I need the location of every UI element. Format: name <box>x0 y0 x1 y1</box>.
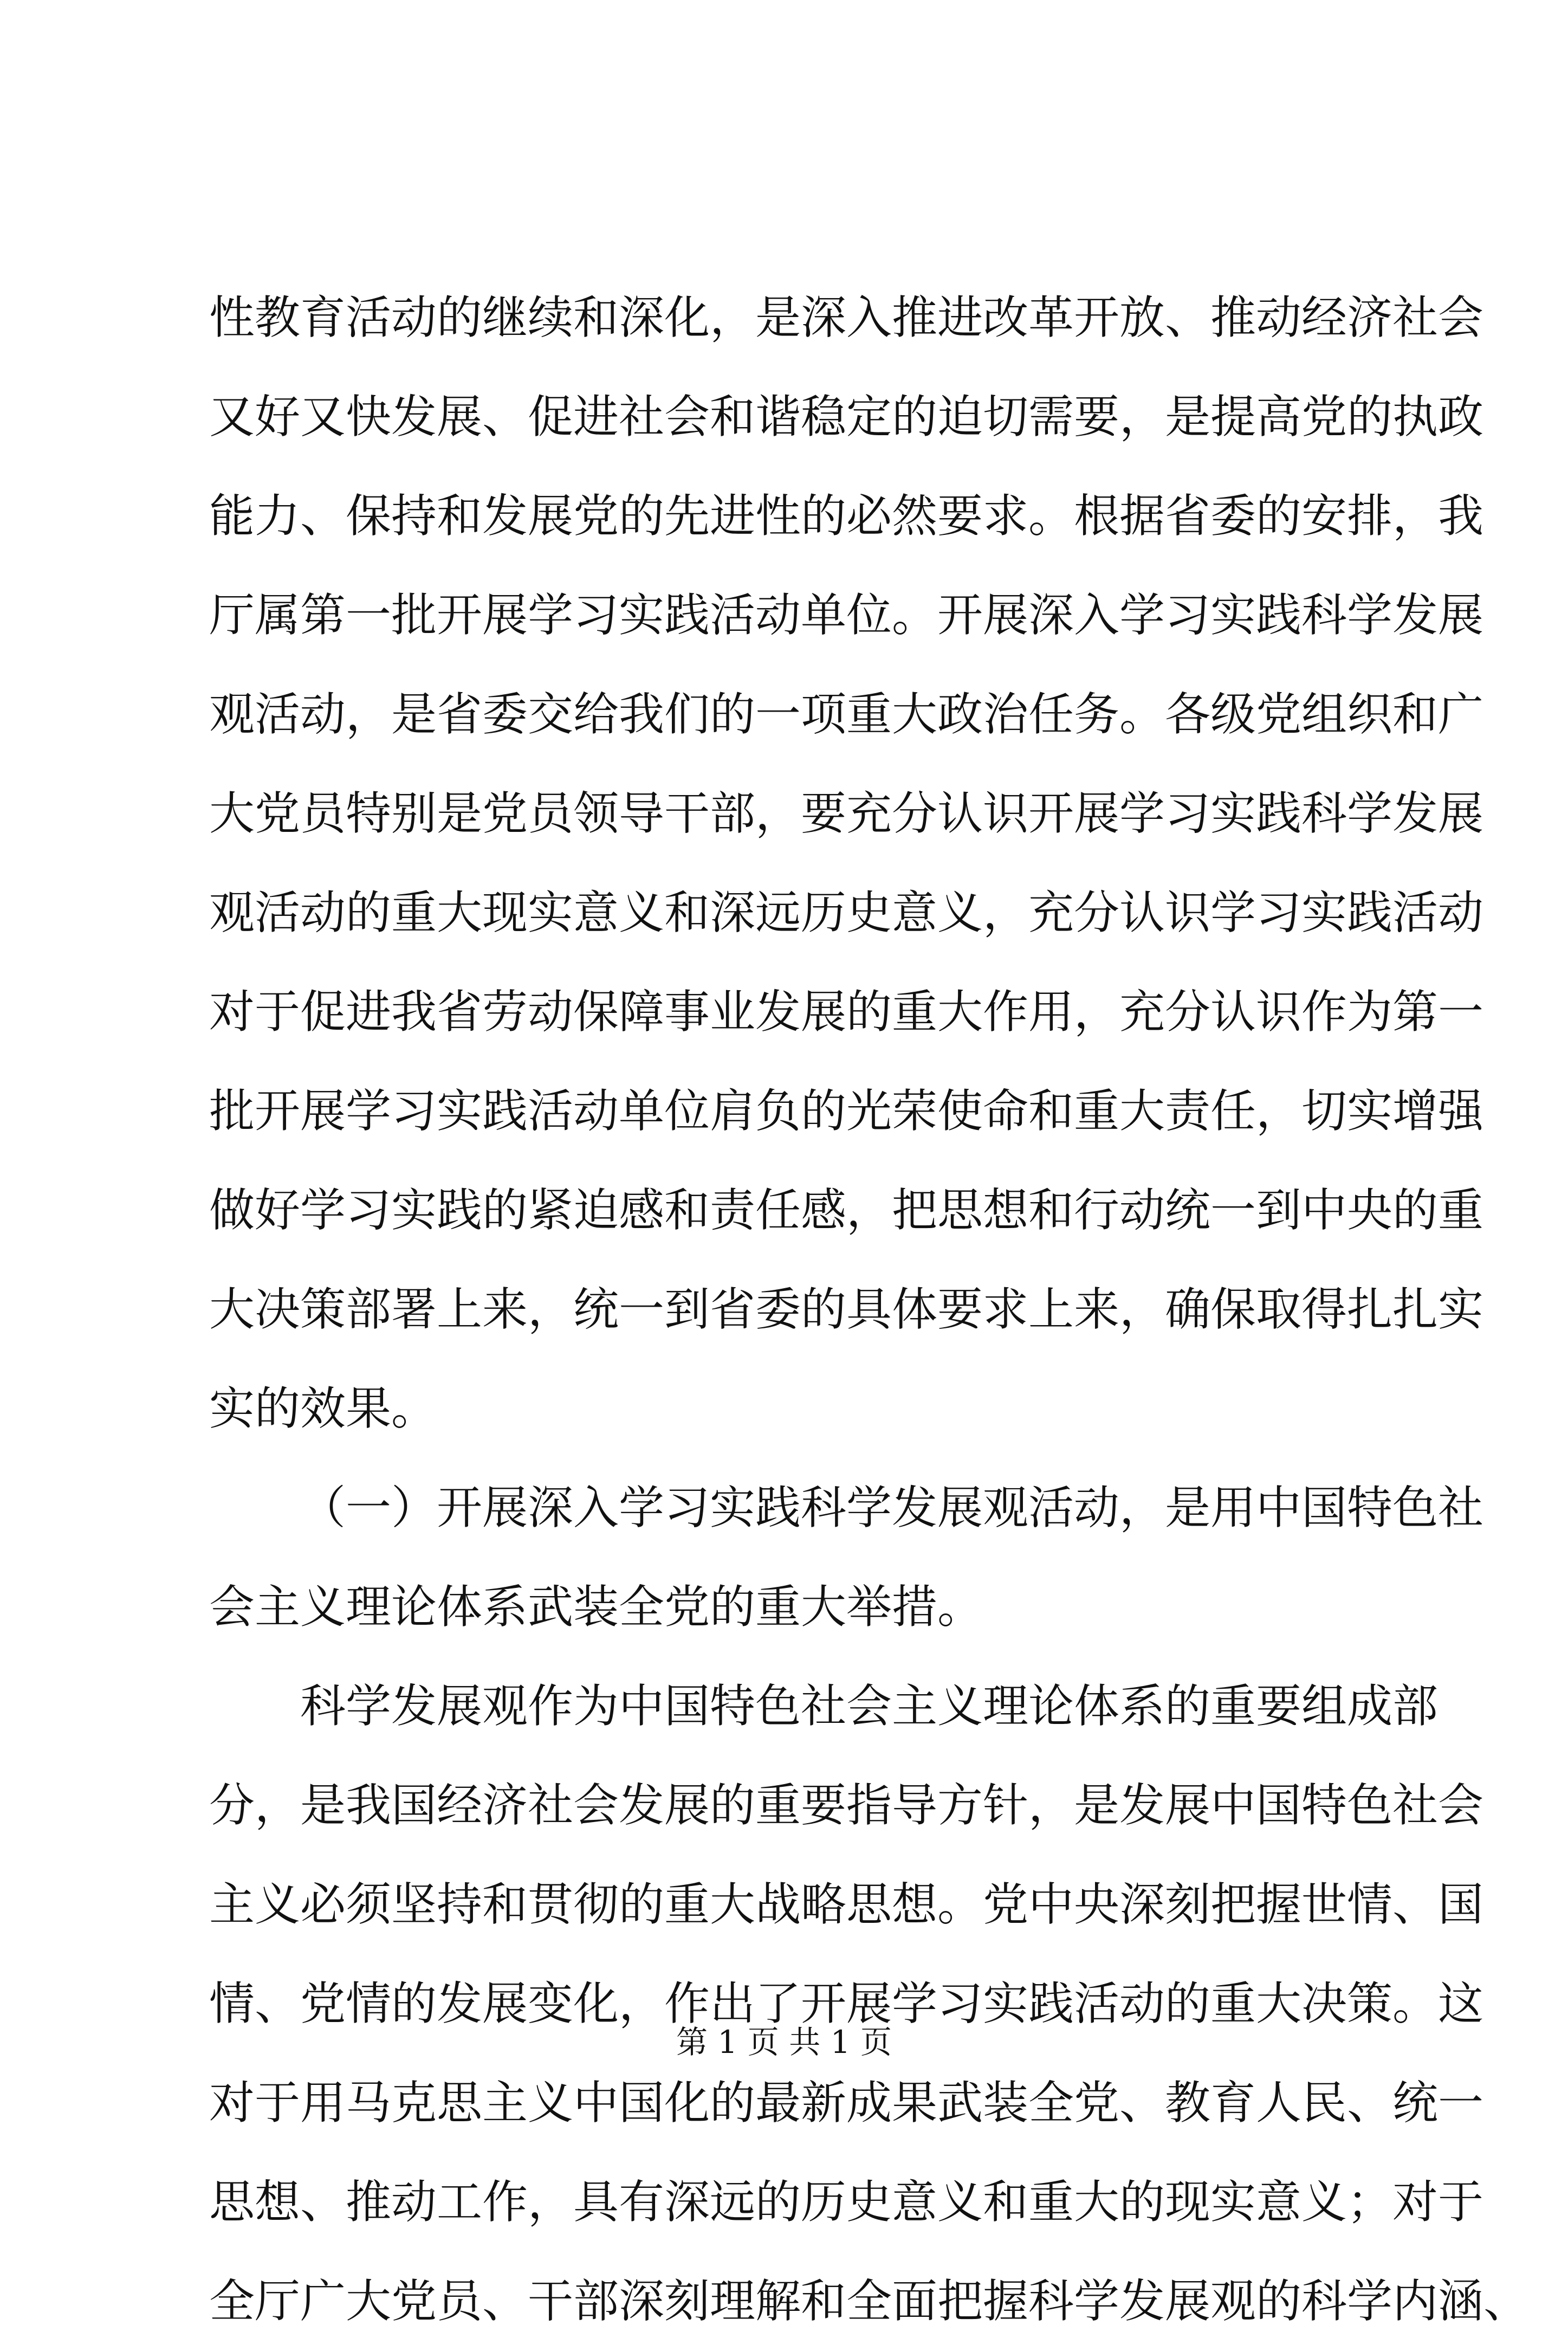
text-line: 大决策部署上来，统一到省委的具体要求上来，确保取得扎扎实 <box>209 1283 1484 1336</box>
text-line: 批开展学习实践活动单位肩负的光荣使命和重大责任，切实增强 <box>209 1084 1484 1138</box>
text-line: 对于用马克思主义中国化的最新成果武装全党、教育人民、统一 <box>209 2076 1484 2129</box>
text-line: 分，是我国经济社会发展的重要指导方针，是发展中国特色社会 <box>209 1779 1484 1832</box>
text-line: 做好学习实践的紧迫感和责任感，把思想和行动统一到中央的重 <box>209 1184 1484 1237</box>
text-line: 大党员特别是党员领导干部，要充分认识开展学习实践科学发展 <box>209 787 1484 840</box>
page-number-footer: 第 1 页 共 1 页 <box>676 2024 892 2061</box>
text-line: 主义必须坚持和贯彻的重大战略思想。党中央深刻把握世情、国 <box>209 1878 1484 1931</box>
text-line: 又好又快发展、促进社会和谐稳定的迫切需要，是提高党的执政 <box>209 390 1484 443</box>
text-line: 全厅广大党员、干部深刻理解和全面把握科学发展观的科学内涵、 <box>209 2275 1530 2328</box>
text-line: 能力、保持和发展党的先进性的必然要求。根据省委的安排，我 <box>209 489 1484 542</box>
text-line: 实的效果。 <box>209 1382 437 1435</box>
text-line: 观活动，是省委交给我们的一项重大政治任务。各级党组织和广 <box>209 688 1484 741</box>
text-line: 厅属第一批开展学习实践活动单位。开展深入学习实践科学发展 <box>209 589 1484 642</box>
text-line: 观活动的重大现实意义和深远历史意义，充分认识学习实践活动 <box>209 886 1484 939</box>
section-heading-line: 会主义理论体系武装全党的重大举措。 <box>209 1580 983 1633</box>
text-line: 性教育活动的继续和深化，是深入推进改革开放、推动经济社会 <box>209 291 1484 344</box>
text-line: 科学发展观作为中国特色社会主义理论体系的重要组成部 <box>300 1680 1439 1733</box>
section-heading-line: （一）开展深入学习实践科学发展观活动，是用中国特色社 <box>300 1481 1484 1534</box>
text-line: 思想、推动工作，具有深远的历史意义和重大的现实意义；对于 <box>209 2175 1484 2229</box>
text-line: 情、党情的发展变化，作出了开展学习实践活动的重大决策。这 <box>209 1977 1484 2030</box>
text-line: 对于促进我省劳动保障事业发展的重大作用，充分认识作为第一 <box>209 985 1484 1038</box>
